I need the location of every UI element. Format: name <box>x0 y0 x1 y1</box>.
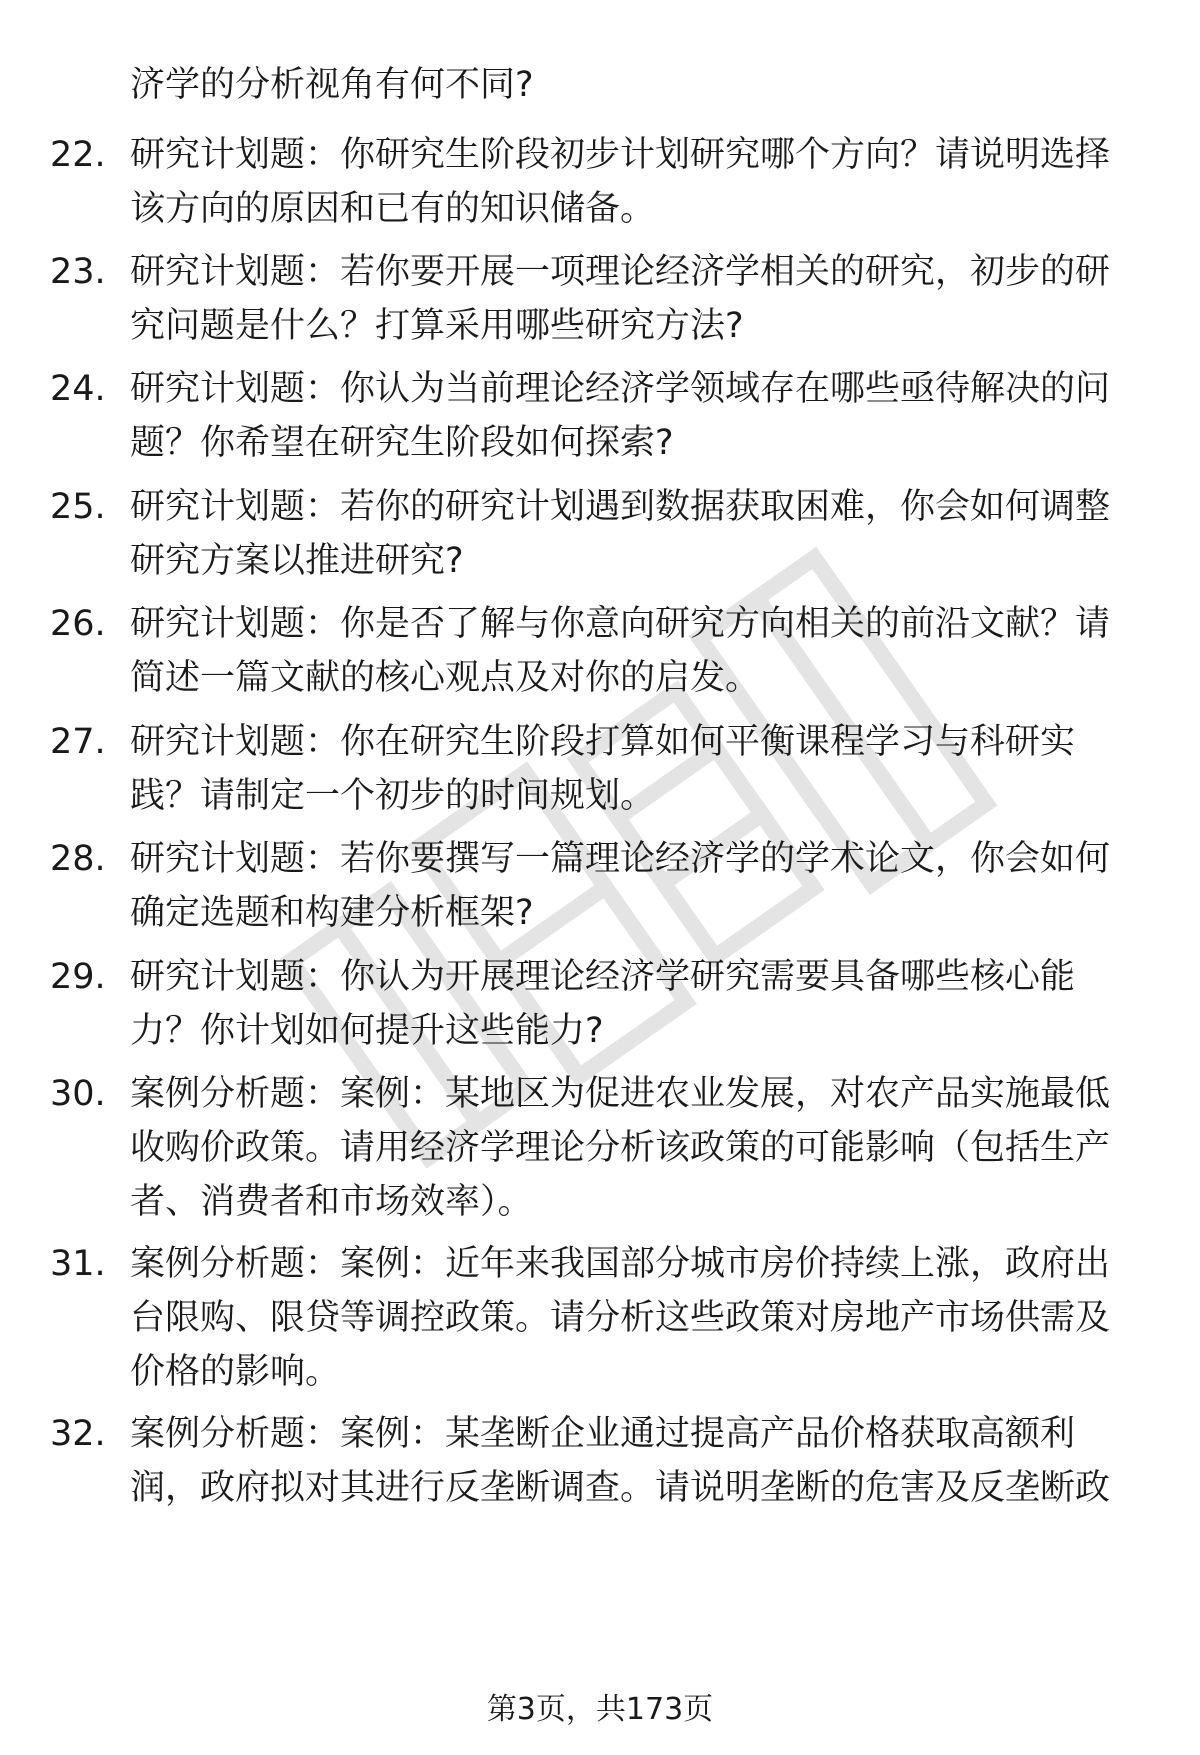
question-line: 者、消费者和市场效率）。 <box>130 1182 533 1222</box>
question-text <box>130 1067 1150 1229</box>
question-number: 29. <box>50 957 106 997</box>
question-text <box>130 245 1150 353</box>
question-text <box>130 832 1150 940</box>
question-text <box>130 1237 1150 1399</box>
question-line: 践？请制定一个初步的时间规划。 <box>130 776 656 816</box>
question-line: 案例分析题：案例：某垄断企业通过提高产品价格获取高额利 <box>130 1414 1076 1454</box>
question-number: 23. <box>50 252 106 292</box>
question-line: 究问题是什么？打算采用哪些研究方法? <box>130 306 744 346</box>
question-number: 32. <box>50 1414 106 1454</box>
page-number-label: 第3页，共173页 <box>486 1692 714 1727</box>
question-text <box>130 128 1150 236</box>
question-text <box>130 1407 1150 1515</box>
question-line: 研究方案以推进研究? <box>130 541 464 581</box>
question-item-26 <box>50 597 1150 705</box>
question-item-23 <box>50 245 1150 353</box>
question-line: 简述一篇文献的核心观点及对你的启发。 <box>130 658 761 698</box>
question-item-32 <box>50 1407 1150 1515</box>
question-text <box>130 950 1150 1058</box>
question-item-28 <box>50 832 1150 940</box>
question-line: 研究计划题：若你要撰写一篇理论经济学的学术论文，你会如何 <box>130 839 1111 879</box>
page-footer <box>0 1690 1200 1730</box>
question-text <box>130 480 1150 588</box>
question-item-30 <box>50 1067 1150 1229</box>
question-number: 27. <box>50 722 106 762</box>
question-text <box>130 362 1150 470</box>
question-number: 31. <box>50 1244 106 1284</box>
question-number: 26. <box>50 604 106 644</box>
question-line: 确定选题和构建分析框架? <box>130 893 534 933</box>
question-line: 研究计划题：若你要开展一项理论经济学相关的研究，初步的研 <box>130 252 1111 292</box>
question-item-27 <box>50 715 1150 823</box>
question-line: 台限购、限贷等调控政策。请分析这些政策对房地产市场供需及 <box>130 1298 1111 1338</box>
question-line: 研究计划题：你在研究生阶段打算如何平衡课程学习与科研实 <box>130 722 1076 762</box>
question-line: 研究计划题：你认为当前理论经济学领域存在哪些亟待解决的问 <box>130 369 1111 409</box>
question-number: 24. <box>50 369 106 409</box>
question-text <box>130 715 1150 823</box>
question-item-31 <box>50 1237 1150 1399</box>
question-number: 28. <box>50 839 106 879</box>
continuation-text: 济学的分析视角有何不同? <box>130 65 534 105</box>
question-line: 润，政府拟对其进行反垄断调查。请说明垄断的危害及反垄断政 <box>130 1468 1111 1508</box>
question-number: 25. <box>50 487 106 527</box>
question-line: 价格的影响。 <box>130 1352 341 1392</box>
question-text <box>130 597 1150 705</box>
question-item-24 <box>50 362 1150 470</box>
question-line: 案例分析题：案例：某地区为促进农业发展，对农产品实施最低 <box>130 1074 1111 1114</box>
question-number: 30. <box>50 1074 106 1114</box>
question-line: 题？你希望在研究生阶段如何探索? <box>130 423 674 463</box>
question-line: 研究计划题：若你的研究计划遇到数据获取困难，你会如何调整 <box>130 487 1111 527</box>
question-item-29 <box>50 950 1150 1058</box>
question-number: 22. <box>50 135 106 175</box>
question-line: 研究计划题：你认为开展理论经济学研究需要具备哪些核心能 <box>130 957 1076 997</box>
question-item-22 <box>50 128 1150 236</box>
question-line: 收购价政策。请用经济学理论分析该政策的可能影响（包括生产 <box>130 1128 1111 1168</box>
question-line: 力？你计划如何提升这些能力? <box>130 1011 604 1051</box>
question-line: 研究计划题：你研究生阶段初步计划研究哪个方向？请说明选择 <box>130 135 1111 175</box>
question-item-25 <box>50 480 1150 588</box>
question-line: 案例分析题：案例：近年来我国部分城市房价持续上涨，政府出 <box>130 1244 1111 1284</box>
question-line: 研究计划题：你是否了解与你意向研究方向相关的前沿文献？请 <box>130 604 1111 644</box>
question-line: 该方向的原因和已有的知识储备。 <box>130 189 656 229</box>
